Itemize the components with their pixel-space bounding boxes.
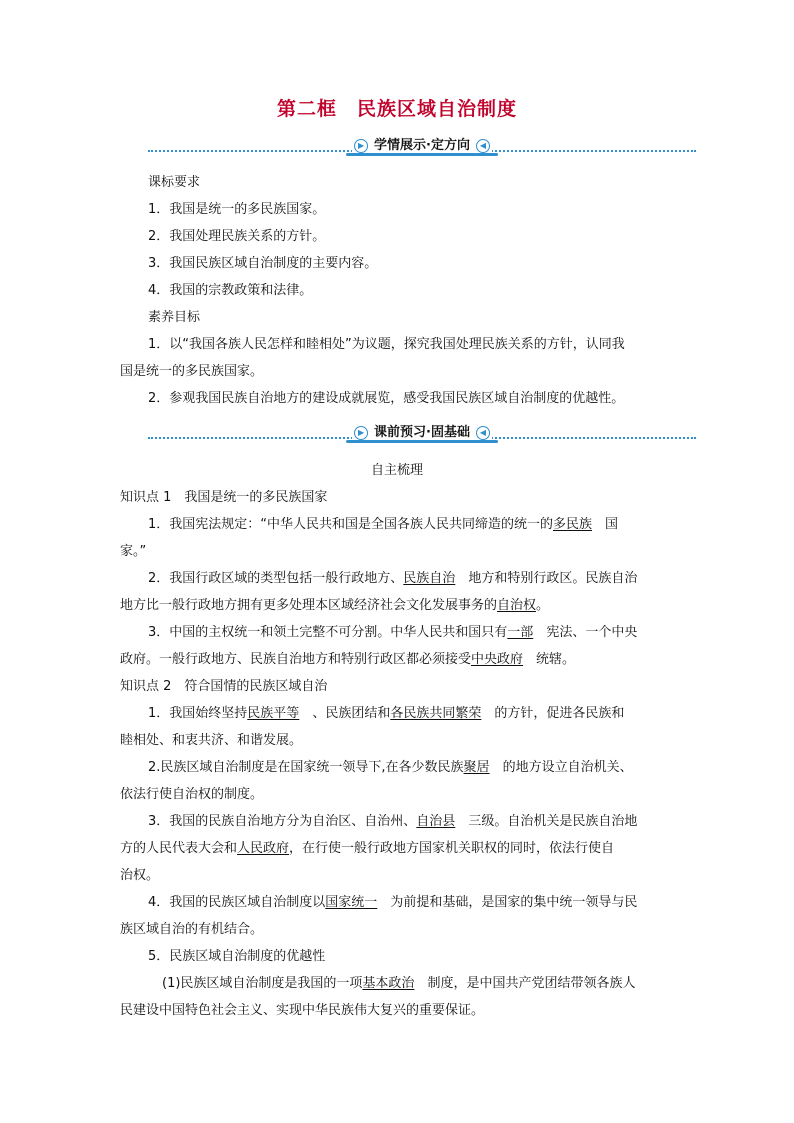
- banner-text: 学情展示·定方向: [374, 138, 470, 153]
- paragraph-3-line-2: [120, 651, 575, 669]
- fill-blank: 多民族: [553, 517, 593, 532]
- section-banner-preview: [148, 423, 696, 447]
- paragraph-1-line-1: [148, 516, 618, 534]
- item-2-line-2: 依法行使自治权的制度。: [120, 787, 264, 802]
- knowledge-point-1: 知识点 1 我国是统一的多民族国家: [120, 490, 328, 505]
- item-1-line-2: 睦相处、和衷共济、和谐发展。: [120, 733, 303, 748]
- item-5: 5．民族区域自治制度的优越性: [148, 949, 326, 964]
- item-4-line-2: 族区域自治的有机结合。: [120, 922, 264, 937]
- text: (1)民族区域自治制度是我国的一项: [162, 976, 363, 991]
- text: 的方针，促进各民族和: [494, 706, 625, 721]
- fill-blank: 人民政府: [237, 841, 290, 856]
- heading-goals: 素养目标: [148, 310, 201, 325]
- text: 3．中国的主权统一和领土完整不可分割。中华人民共和国只有: [148, 625, 508, 640]
- text: 政府。一般行政地方、民族自治地方和特别行政区都必须接受: [120, 652, 472, 667]
- paragraph-1-line-2: 家。”: [120, 544, 147, 559]
- text: 地方和特别行政区。民族自治: [468, 571, 638, 586]
- standard-item-4: 4．我国的宗教政策和法律。: [148, 283, 313, 298]
- banner-underline: [346, 440, 498, 443]
- heading-self-study: 自主梳理: [370, 463, 423, 478]
- item-3-line-2: [120, 840, 614, 858]
- item-4-line-1: [148, 894, 637, 912]
- text: 统辖。: [536, 652, 576, 667]
- item-1-line-1: [148, 705, 624, 723]
- goal-1-line-1: 1．以“我国各族人民怎样和睦相处”为议题，探究我国处理民族关系的方针，认同我: [148, 337, 625, 352]
- fill-blank: 中央政府: [471, 652, 524, 667]
- banner-label: [352, 136, 492, 156]
- fill-blank: 自治县: [416, 814, 456, 829]
- text: 、民族团结和: [312, 706, 391, 721]
- fill-blank: 聚居: [463, 760, 490, 775]
- item-3-line-1: [148, 813, 637, 831]
- text: ，在行使一般行政地方国家机关职权的同时，依法行使自: [289, 841, 615, 856]
- fill-blank: 民族自治: [403, 571, 456, 586]
- section-banner-study: [148, 136, 696, 160]
- banner-underline: [346, 153, 498, 156]
- text: 1．我国始终坚持: [148, 706, 248, 721]
- arrow-left-icon: ◀: [476, 139, 490, 153]
- banner-label: [352, 423, 492, 443]
- text: 国: [605, 517, 619, 532]
- standard-item-2: 2．我国处理民族关系的方针。: [148, 229, 326, 244]
- heading-standards: 课标要求: [148, 175, 201, 190]
- text: 地方比一般行政地方拥有更多处理本区域经济社会文化发展事务的: [120, 598, 498, 613]
- standard-item-3: 3．我国民族区域自治制度的主要内容。: [148, 256, 378, 271]
- page-title: 第二框 民族区域自治制度: [276, 98, 517, 120]
- arrow-left-icon: ◀: [476, 426, 490, 440]
- text: 3．我国的民族自治地方分为自治区、自治州、: [148, 814, 417, 829]
- text: 方的人民代表大会和: [120, 841, 238, 856]
- fill-blank: 国家统一: [325, 895, 378, 910]
- paragraph-2-line-2: [120, 597, 549, 615]
- text: 1．我国宪法规定：“中华人民共和国是全国各族人民共同缔造的统一的: [148, 517, 554, 532]
- arrow-right-icon: ▶: [354, 139, 368, 153]
- fill-blank: 各民族共同繁荣: [390, 706, 482, 721]
- text: 2．我国行政区域的类型包括一般行政地方、: [148, 571, 404, 586]
- knowledge-point-2: 知识点 2 符合国情的民族区域自治: [120, 679, 328, 694]
- fill-blank: 自治权: [497, 598, 537, 613]
- fill-blank: 基本政治: [362, 976, 415, 991]
- item-6-line-1: [162, 975, 635, 993]
- fill-blank: 民族平等: [247, 706, 300, 721]
- item-3-line-3: 治权。: [120, 868, 160, 883]
- text: 4．我国的民族区域自治制度以: [148, 895, 326, 910]
- goal-2: 2．参观我国民族自治地方的建设成就展览，感受我国民族区域自治制度的优越性。: [148, 391, 625, 406]
- text: 宪法、一个中央: [546, 625, 638, 640]
- text: 制度，是中国共产党团结带领各族人: [427, 976, 636, 991]
- text: 2.民族区域自治制度是在国家统一领导下,在各少数民族: [148, 760, 464, 775]
- paragraph-2-line-1: [148, 570, 637, 588]
- fill-blank: 一部: [507, 625, 534, 640]
- item-6-line-2: 民建设中国特色社会主义、实现中华民族伟大复兴的重要保证。: [120, 1003, 485, 1018]
- standard-item-1: 1．我国是统一的多民族国家。: [148, 202, 326, 217]
- text: 的地方设立自治机关、: [502, 760, 633, 775]
- goal-1-line-2: 国是统一的多民族国家。: [120, 364, 264, 379]
- arrow-right-icon: ▶: [354, 426, 368, 440]
- item-2-line-1: [148, 759, 633, 777]
- paragraph-3-line-1: [148, 624, 637, 642]
- text: 。: [536, 598, 550, 613]
- text: 为前提和基础，是国家的集中统一领导与民: [390, 895, 638, 910]
- banner-text: 课前预习·固基础: [374, 425, 470, 440]
- text: 三级。自治机关是民族自治地: [468, 814, 638, 829]
